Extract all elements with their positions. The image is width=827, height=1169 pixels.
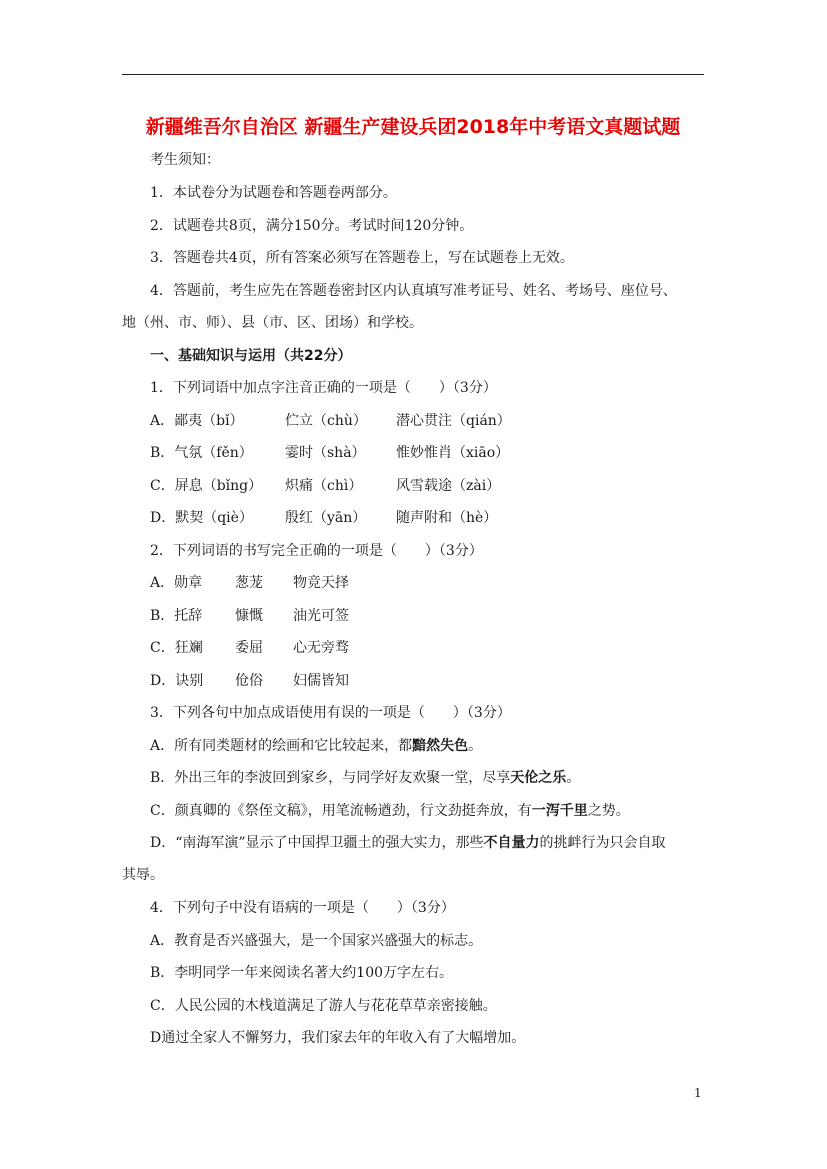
- q3-option-b: [150, 769, 580, 787]
- q1-a-word3: 潜心贯注（qián）: [396, 413, 511, 429]
- q1-a-word1: A．鄙夷（bǐ）: [150, 413, 244, 429]
- q2-d-word2: 伧俗: [235, 673, 263, 689]
- q1-a-word2: 伫立（chù）: [285, 413, 367, 429]
- q2-a-word2: 葱茏: [235, 575, 263, 591]
- notice-item-4-continued: 地（州、市、师）、县（市、区、团场）和学校。: [122, 315, 423, 331]
- q2-a-word3: 物竞天择: [293, 575, 349, 591]
- q3-a-text: A．所有同类题材的绘画和它比较起来，都: [150, 738, 413, 754]
- q3-d-text: D．“南海军演”显示了中国捍卫疆土的强大实力，那些: [150, 835, 484, 851]
- page-number: 1: [694, 1086, 702, 1100]
- q2-c-word1: C．狂斓: [150, 640, 203, 656]
- q3-d-end: 的挑衅行为只会自取: [539, 835, 666, 851]
- q2-c-word3: 心无旁骛: [293, 640, 349, 656]
- q3-stem: 3．下列各句中加点成语使用有误的一项是（ ）（3分）: [150, 705, 511, 721]
- q1-b-word1: B．气氛（fěn）: [150, 445, 253, 461]
- section-heading: 一、基础知识与运用（共22分）: [150, 348, 352, 364]
- q3-b-end: 。: [566, 770, 581, 786]
- q3-c-text: C．颜真卿的《祭侄文稿》，用笔流畅遒劲，行文劲挺奔放，有: [150, 803, 532, 819]
- q4-option-d: D通过全家人不懈努力，我们家去年的年收入有了大幅增加。: [150, 1030, 526, 1046]
- q3-option-c: [150, 802, 630, 820]
- notice-item-1: 1．本试卷分为试题卷和答题卷两部分。: [150, 185, 397, 201]
- q2-c-word2: 委屈: [235, 640, 263, 656]
- document-title: 新疆维吾尔自治区 新疆生产建设兵团2018年中考语文真题试题: [145, 116, 681, 138]
- q3-c-idiom: 一泻千里: [531, 803, 588, 819]
- q1-d-word2: 殷红（yān）: [285, 510, 367, 526]
- q3-b-idiom: 天伦之乐: [510, 770, 567, 786]
- header-rule: [122, 74, 704, 75]
- q1-d-word1: D．默契（qiè）: [150, 510, 253, 526]
- q1-d-word3: 随声附和（hè）: [396, 510, 498, 526]
- q4-option-b: B．李明同学一年来阅读名著大约100万字左右。: [150, 965, 454, 981]
- q3-option-d-continued: 其辱。: [122, 867, 164, 883]
- q3-b-text: B．外出三年的李波回到家乡，与同学好友欢聚一堂，尽享: [150, 770, 511, 786]
- q2-b-word1: B．托辞: [150, 608, 203, 624]
- q2-stem: 2．下列词语的书写完全正确的一项是（ ）（3分）: [150, 543, 483, 559]
- q1-c-word3: 风雪载途（zài）: [396, 478, 501, 494]
- q4-option-c: C．人民公园的木栈道满足了游人与花花草草亲密接触。: [150, 998, 497, 1014]
- q2-d-word3: 妇儒皆知: [293, 673, 349, 689]
- q2-b-word3: 油光可签: [293, 608, 349, 624]
- q2-d-word1: D．诀别: [150, 673, 204, 689]
- q4-stem: 4．下列句子中没有语病的一项是（ ）（3分）: [150, 900, 455, 916]
- q3-option-a: [150, 737, 482, 755]
- notice-item-2: 2．试题卷共8页，满分150分。考试时间120分钟。: [150, 218, 474, 234]
- q1-c-word2: 炽痛（chì）: [285, 478, 363, 494]
- q2-b-word2: 慷慨: [235, 608, 263, 624]
- q3-option-d: [150, 834, 666, 852]
- q3-a-idiom: 黯然失色: [412, 738, 469, 754]
- q3-a-end: 。: [468, 738, 483, 754]
- q4-option-a: A．教育是否兴盛强大，是一个国家兴盛强大的标志。: [150, 933, 483, 949]
- notice-heading: 考生须知：: [150, 152, 220, 168]
- q2-a-word1: A．勋章: [150, 575, 203, 591]
- notice-item-3: 3．答题卷共4页，所有答案必须写在答题卷上，写在试题卷上无效。: [150, 250, 574, 266]
- q1-b-word3: 惟妙惟肖（xiāo）: [396, 445, 510, 461]
- q1-b-word2: 霎时（shà）: [285, 445, 366, 461]
- q1-stem: 1．下列词语中加点字注音正确的一项是（ ）（3分）: [150, 380, 497, 396]
- q3-c-end: 之势。: [587, 803, 630, 819]
- q3-d-idiom: 不自量力: [483, 835, 540, 851]
- notice-item-4: 4．答题前，考生应先在答题卷密封区内认真填写准考证号、姓名、考场号、座位号、: [150, 283, 677, 299]
- q1-c-word1: C．屏息（bǐng）: [150, 478, 263, 494]
